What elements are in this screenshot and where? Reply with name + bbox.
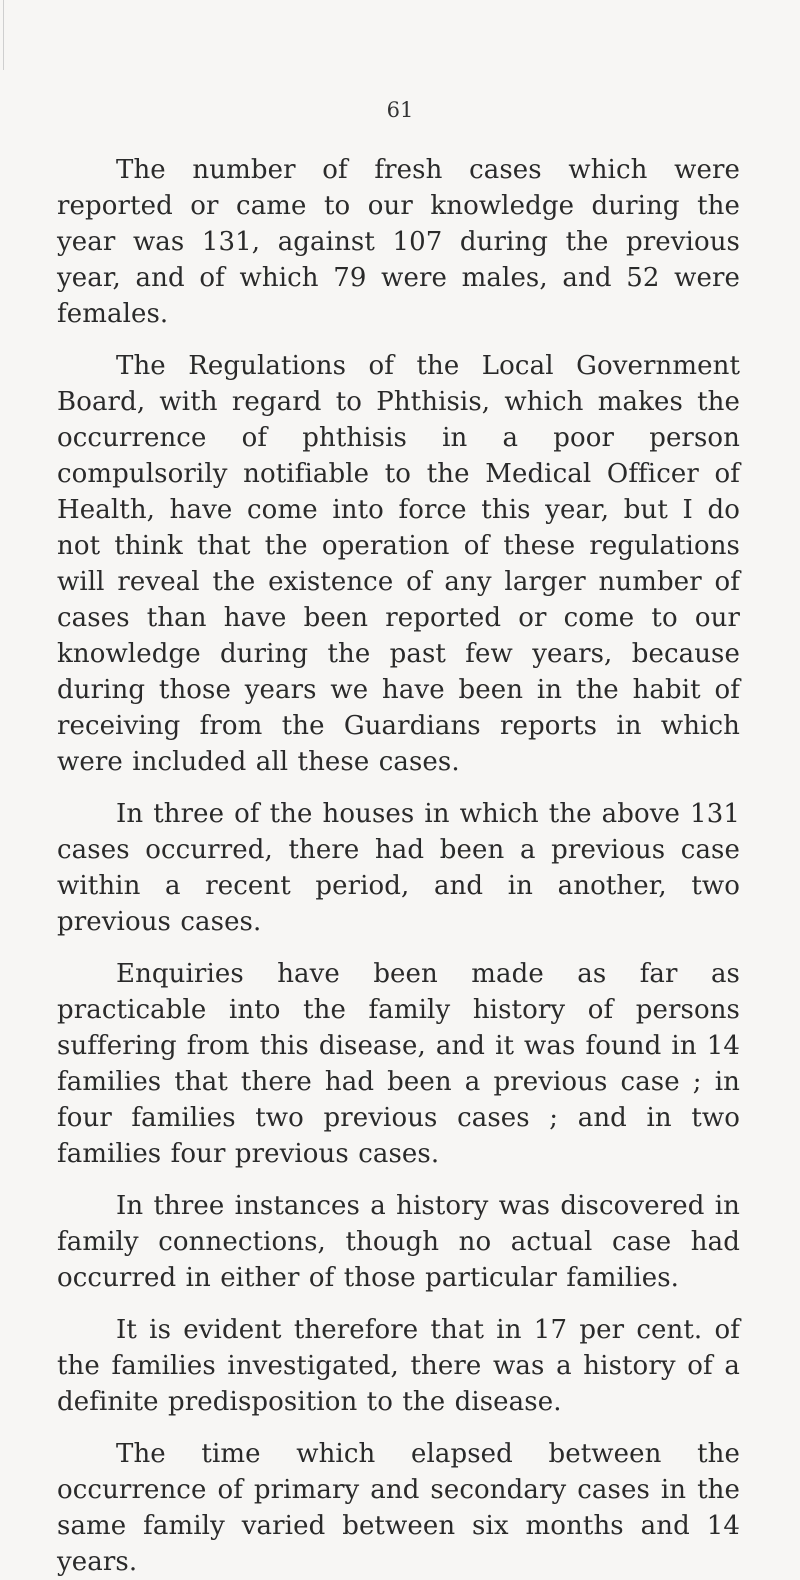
- page-number: 61: [386, 98, 414, 122]
- paragraph: Enquiries have been made as far as practicable into the family history of persons suffering from this disease, and it was found in 14 families that there had been a previous case ; in four families two previous cases ; and in two families four previous cases.: [57, 959, 740, 1169]
- paragraph: In three instances a history was discovered in family connections, though no actual case had occurred in either of those particular families.: [57, 1191, 740, 1293]
- body-text: [57, 152, 740, 1580]
- paragraph: In three of the houses in which the above 131 cases occurred, there had been a previous case within a recent period, and in another, two previous cases.: [57, 799, 740, 937]
- paragraph: It is evident therefore that in 17 per cent. of the families investigated, there was a history of a definite predisposition to the disease.: [57, 1315, 740, 1417]
- paragraph: The number of fresh cases which were reported or came to our knowledge during the year was 131, against 107 during the previous year, and of which 79 were males, and 52 were females.: [57, 155, 740, 329]
- paragraph: The Regulations of the Local Government Board, with regard to Phthisis, which makes the occurrence of phthisis in a poor person compulsorily notifiable to the Medical Officer of Health, have come into force this year, but I do not think that the operation of these regulations will reveal the existence of any larger number of cases than have been reported or come to our knowledge during the past few years, because during those years we have been in the habit of receiving from the Guardians reports in which were included all these cases.: [57, 351, 740, 777]
- paragraph: The time which elapsed between the occurrence of primary and secondary cases in the same family varied between six months and 14 years.: [57, 1439, 740, 1577]
- page-edge-mark: [3, 0, 4, 70]
